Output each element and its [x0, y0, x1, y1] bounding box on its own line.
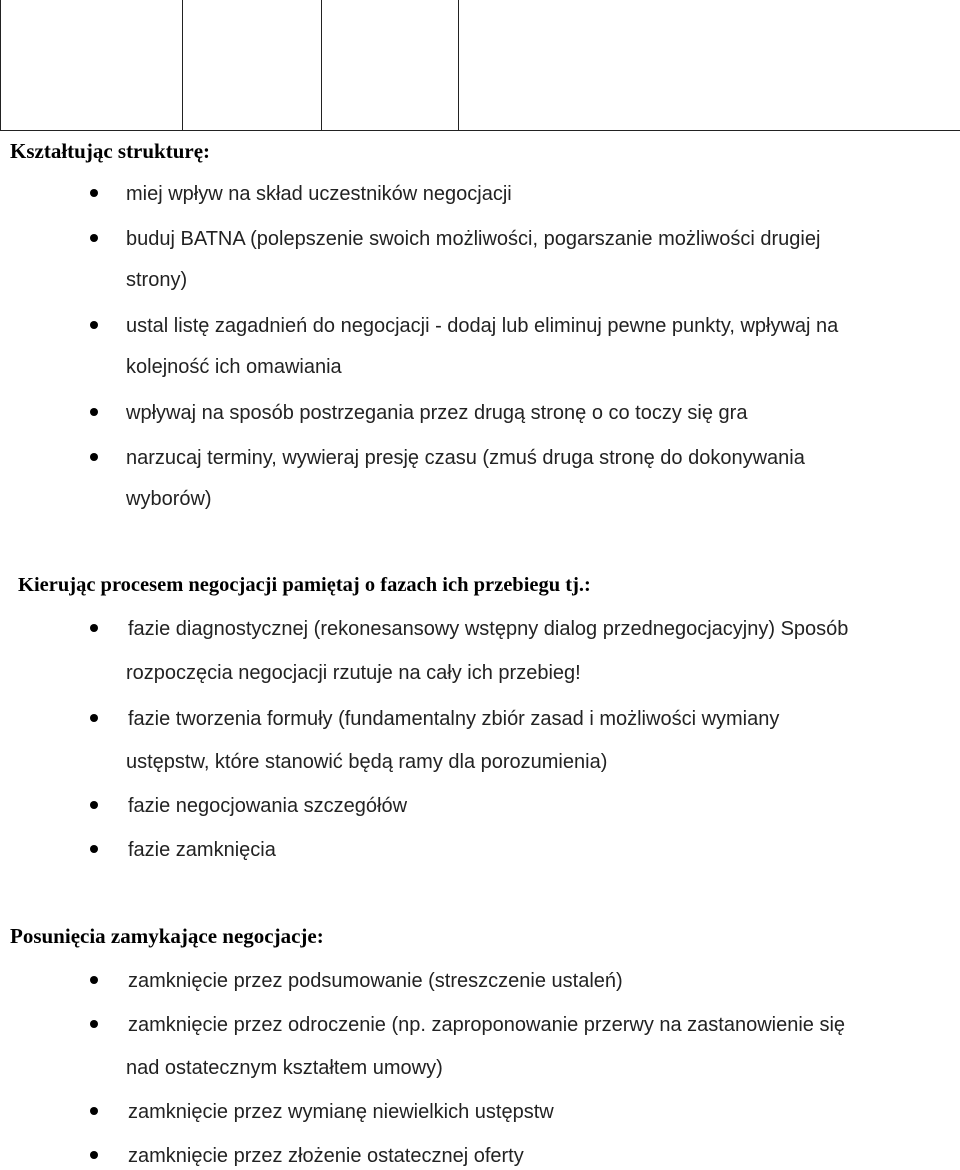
bullet-icon [90, 976, 98, 984]
list-item-text-continued: rozpoczęcia negocjacji rzutuje na cały ich przebieg! [126, 662, 581, 684]
list-item-text: fazie diagnostycznej (rekonesansowy wstępny dialog przednegocjacyjny) Sposób [128, 618, 849, 640]
list-item-text: zamknięcie przez podsumowanie (streszczenie ustaleń) [128, 970, 623, 992]
table-cell [0, 0, 182, 131]
bullet-icon [90, 189, 98, 197]
list-item-text: fazie tworzenia formuły (fundamentalny zbiór zasad i możliwości wymiany [128, 708, 780, 730]
list-item-text: zamknięcie przez wymianę niewielkich ustępstw [128, 1101, 554, 1123]
bullet-icon [90, 1107, 98, 1115]
bullet-icon [90, 845, 98, 853]
bullet-icon [90, 408, 98, 416]
list-item-text: fazie zamknięcia [128, 839, 276, 861]
list-item-text: wpływaj na sposób postrzegania przez drugą stronę o co toczy się gra [126, 402, 748, 424]
section-heading: Kształtując strukturę: [10, 139, 211, 163]
table-cell [182, 0, 321, 131]
list-item-text: zamknięcie przez złożenie ostatecznej oferty [128, 1145, 524, 1167]
bullet-icon [90, 453, 98, 461]
table-cell [458, 0, 960, 131]
list-item-text: zamknięcie przez odroczenie (np. zaproponowanie przerwy na zastanowienie się [128, 1014, 846, 1036]
list-item-text-continued: strony) [126, 269, 188, 291]
list-item-text-continued: ustępstw, które stanowić będą ramy dla porozumienia) [126, 751, 608, 773]
section-heading: Kierując procesem negocjacji pamiętaj o fazach ich przebiegu tj.: [18, 574, 591, 596]
list-item-text: miej wpływ na skład uczestników negocjacji [126, 183, 512, 205]
table-cell [321, 0, 458, 131]
list-item-text-continued: wyborów) [126, 488, 212, 510]
bullet-icon [90, 1151, 98, 1159]
bullet-icon [90, 234, 98, 242]
list-item-text: narzucaj terminy, wywieraj presję czasu (zmuś druga stronę do dokonywania [126, 447, 805, 469]
list-item-text: ustal listę zagadnień do negocjacji - dodaj lub eliminuj pewne punkty, wpływaj na [126, 315, 839, 337]
bullet-icon [90, 801, 98, 809]
list-item-text: fazie negocjowania szczegółów [128, 795, 408, 817]
list-item-text: buduj BATNA (polepszenie swoich możliwości, pogarszanie możliwości drugiej [126, 228, 821, 250]
list-item-text-continued: kolejność ich omawiania [126, 356, 342, 378]
bullet-icon [90, 624, 98, 632]
section-heading: Posunięcia zamykające negocjacje: [10, 924, 324, 948]
list-item-text-continued: nad ostatecznym kształtem umowy) [126, 1057, 443, 1079]
bullet-icon [90, 321, 98, 329]
bullet-icon [90, 1020, 98, 1028]
bullet-icon [90, 714, 98, 722]
